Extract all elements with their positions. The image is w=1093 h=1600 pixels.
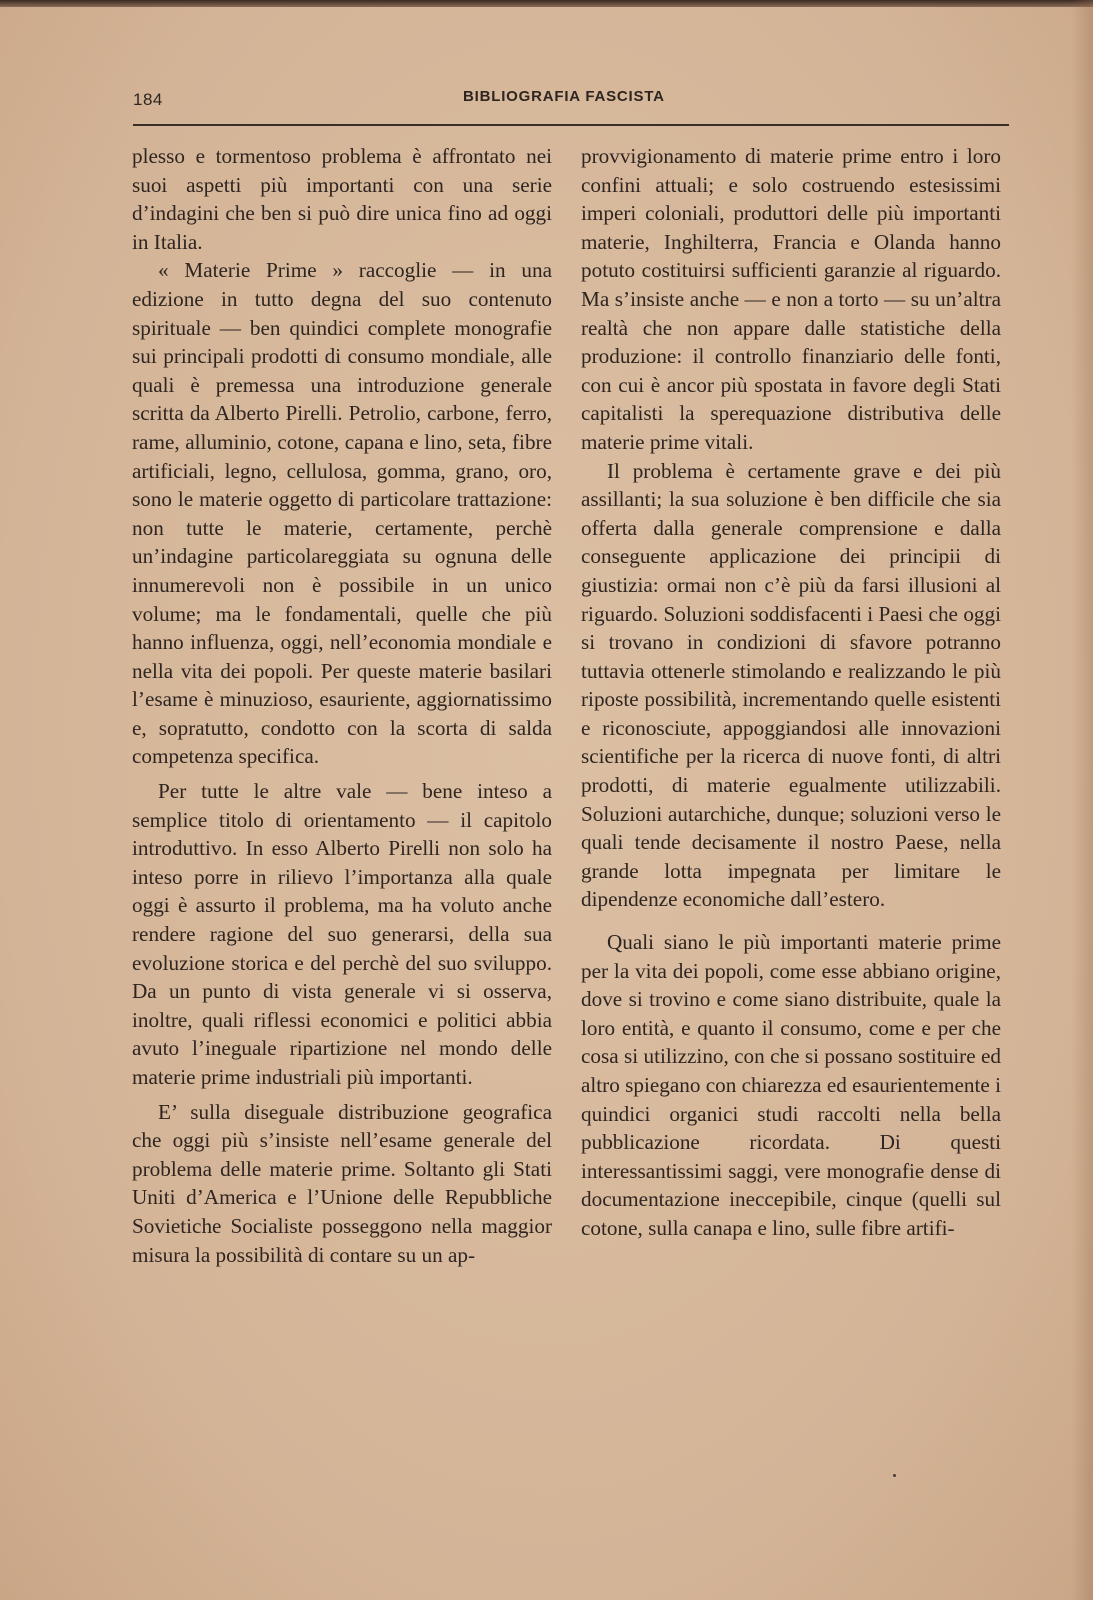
left-column [132, 142, 552, 1269]
page-number: 184 [133, 90, 163, 109]
ink-speck [893, 1474, 896, 1477]
paragraph: Quali siano le più importanti materie prime per la vita dei popoli, come esse abbiano origine, dove si trovino e come siano distribuite, quale la loro entità, e quanto il consumo, come e per che cosa si utilizzino, con che si possano sostituire ed altro spiegano con chiarezza ed esaurientemente i quindici organici studi raccolti nella bella pubblicazione ricordata. Di questi interessantissimi saggi, vere monografie dense di documentazione ineccepibile, cinque (quelli sul cotone, sulla canapa e lino, sulle fibre artifi- [581, 930, 1002, 1240]
paragraph: plesso e tormentoso problema è affrontato nei suoi aspetti più importanti con una serie d’indagini che ben si può dire unica fino ad oggi in Italia. [132, 144, 552, 254]
paragraph: Il problema è certamente grave e dei più assillanti; la sua soluzione è ben difficile che sia offerta dalla generale comprensione e dalla conseguente applicazione dei principii di giustizia: ormai non c’è più da farsi illusioni al riguardo. Soluzioni soddisfacenti i Paesi che oggi si trovano in condizioni di sfavore potranno tuttavia ottenerle stimolando e realizzando le più riposte possibilità, incrementando quelle esistenti e riconosciute, appoggiandosi alle innovazioni scientifiche per la ricerca di nuove fonti, di altri prodotti, di materie egualmente utilizzabili. Soluzioni autarchiche, dunque; soluzioni verso le quali tende decisamente il nostro Paese, nella grande lotta impegnata per limitare le dipendenze economiche dall’estero. [581, 458, 1001, 912]
page-edge-shadow [1071, 0, 1093, 1600]
running-title: BIBLIOGRAFIA FASCISTA [463, 88, 665, 105]
top-edge [0, 0, 1093, 7]
header-rule [133, 124, 1009, 126]
paragraph: E’ sulla diseguale distribuzione geografica che oggi più s’insiste nell’esame generale del problema delle materie prime. Soltanto gli Stati Uniti d’America e l’Unione delle Repubbliche Sovietiche Socialiste posseggono nella maggior misura la possibilità di contare su un ap- [132, 1099, 552, 1267]
right-column [581, 142, 1001, 1243]
page-header [133, 86, 1009, 116]
paragraph: provvigionamento di materie prime entro i loro confini attuali; e solo costruendo estesissimi imperi coloniali, produttori delle più importanti materie, Inghilterra, Francia e Olanda hanno potuto costituirsi sufficienti garanzie al riguardo. Ma s’insiste anche — e non a torto — su un’altra realtà che non appare dalle statistiche della produzione: il controllo finanziario delle fonti, con cui è ancor più spostata in favore degli Stati capitalisti la sperequazione distributiva delle materie prime vitali. [581, 144, 1001, 454]
paragraph: Per tutte le altre vale — bene inteso a semplice titolo di orientamento — il capitolo introduttivo. In esso Alberto Pirelli non solo ha inteso porre in rilievo l’importanza alla quale oggi è assurto il problema, ma ha voluto anche rendere ragione del suo generarsi, della sua evoluzione storica e del perchè del suo sviluppo. Da un punto di vista generale vi si osserva, inoltre, quali riflessi economici e politici abbia avuto l’ineguale ripartizione nel mondo delle materie prime industriali più importanti. [132, 779, 552, 1089]
paragraph: « Materie Prime » raccoglie — in una edizione in tutto degna del suo contenuto spirituale — ben quindici complete monografie sui principali prodotti di consumo mondiale, alle quali è premessa una introduzione generale scritta da Alberto Pirelli. Petrolio, carbone, ferro, rame, alluminio, cotone, capana e lino, seta, fibre artificiali, legno, cellulosa, gomma, grano, oro, sono le materie oggetto di particolare trattazione: non tutte le materie, certamente, perchè un’indagine particolareggiata su ognuna delle innumerevoli non è possibile in un unico volume; ma le fondamentali, quelle che più hanno influenza, oggi, nell’economia mondiale e nella vita dei popoli. Per queste materie basilari l’esame è minuzioso, esauriente, aggiornatissimo e, sopratutto, condotto con la scorta di salda competenza specifica. [132, 258, 552, 769]
